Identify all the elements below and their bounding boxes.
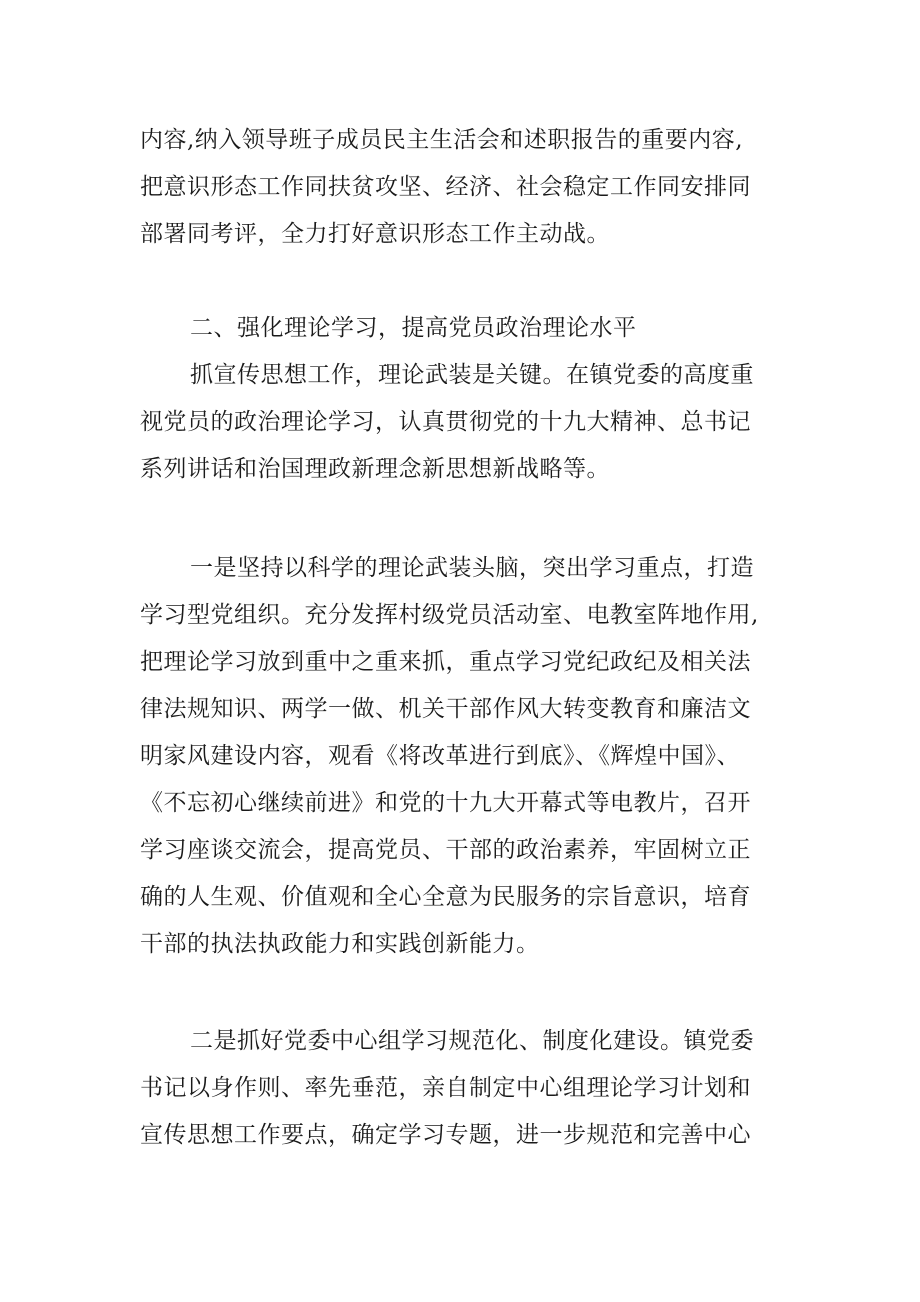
paragraph-line: 视党员的政治理论学习，认真贯彻党的十九大精神、总书记 [140, 409, 751, 435]
paragraph-line: 书记以身作则、率先垂范，亲自制定中心组理论学习计划和 [140, 1075, 751, 1101]
section-heading: 二、强化理论学习，提高党员政治理论水平 [190, 315, 637, 341]
paragraph-line: 学习座谈交流会，提高党员、干部的政治素养，牢固树立正 [140, 837, 751, 863]
paragraph-line: 明家风建设内容，观看《将改革进行到底》、《辉煌中国》、 [140, 743, 740, 769]
paragraph-line: 把意识形态工作同扶贫攻坚、经济、社会稳定工作同安排同 [140, 174, 751, 200]
paragraph-line: 《不忘初心继续前进》和党的十九大开幕式等电教片，召开 [140, 790, 751, 816]
paragraph-line: 律法规知识、两学一做、机关干部作风大转变教育和廉洁文 [140, 696, 751, 722]
paragraph-line: 把理论学习放到重中之重来抓，重点学习党纪政纪及相关法 [140, 649, 751, 675]
paragraph-line: 内容,纳入领导班子成员民主生活会和述职报告的重要内容, [140, 127, 744, 153]
paragraph-line: 宣传思想工作要点，确定学习专题，进一步规范和完善中心 [140, 1122, 751, 1148]
paragraph-line: 二是抓好党委中心组学习规范化、制度化建设。镇党委 [190, 1028, 754, 1054]
paragraph-line: 确的人生观、价值观和全心全意为民服务的宗旨意识，培育 [140, 884, 751, 910]
paragraph-line: 干部的执法执政能力和实践创新能力。 [140, 931, 540, 957]
paragraph-line: 部署同考评，全力打好意识形态工作主动战。 [140, 221, 610, 247]
paragraph-line: 抓宣传思想工作，理论武装是关键。在镇党委的高度重 [190, 362, 754, 388]
paragraph-line: 一是坚持以科学的理论武装头脑，突出学习重点，打造 [190, 555, 754, 581]
paragraph-line: 学习型党组织。充分发挥村级党员活动室、电教室阵地作用, [140, 602, 759, 628]
paragraph-line: 系列讲话和治国理政新理念新思想新战略等。 [140, 456, 610, 482]
